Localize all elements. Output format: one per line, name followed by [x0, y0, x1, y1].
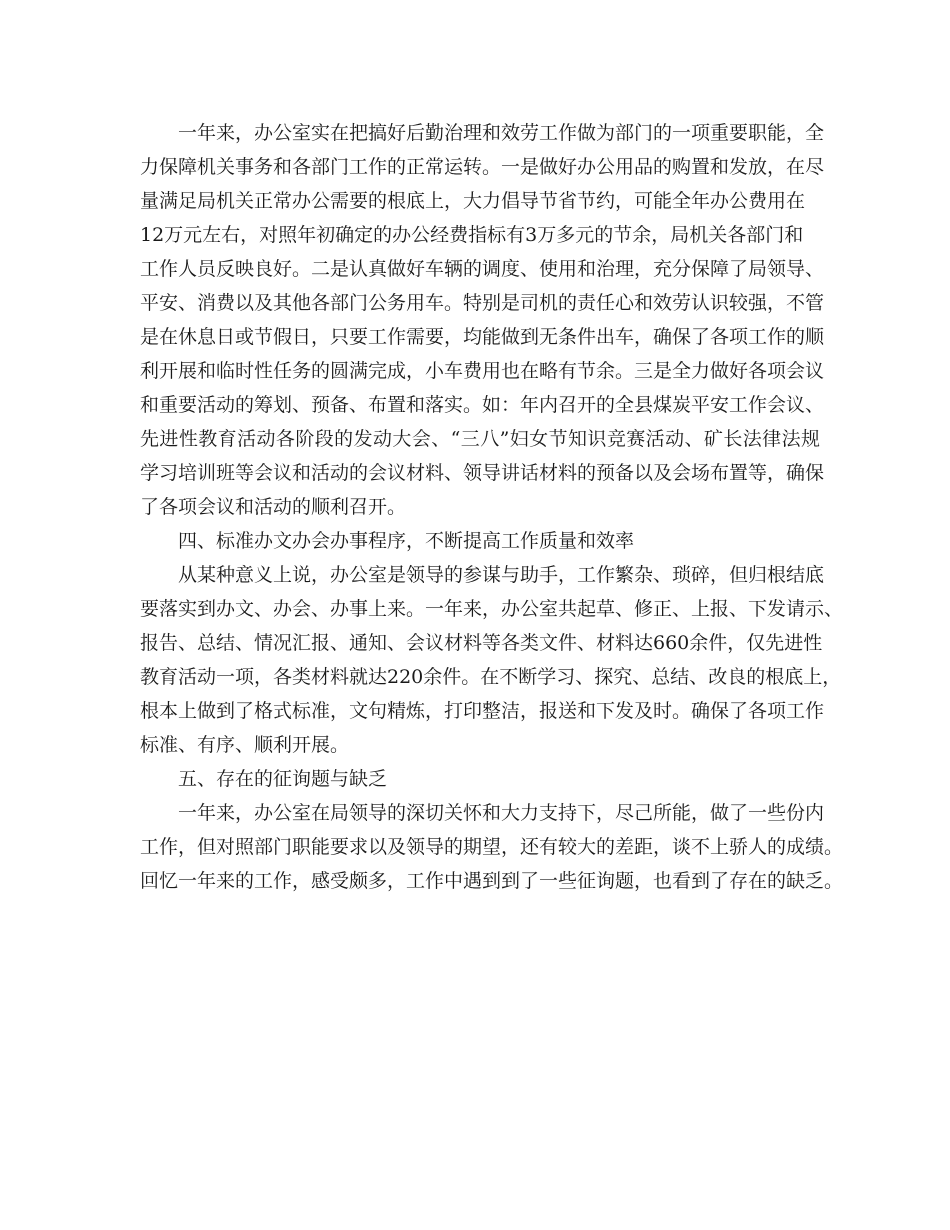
text-line: 工作人员反映良好。二是认真做好车辆的调度、使用和治理，充分保障了局领导、: [140, 258, 825, 280]
text-line: 一年来，办公室在局领导的深切关怀和大力支持下，尽己所能，做了一些份内: [178, 802, 825, 824]
text-line: 五、存在的征询题与缺乏: [178, 768, 388, 790]
text-line: 先进性教育活动各阶段的发动大会、“三八”妇女节知识竞赛活动、矿长法律法规: [140, 428, 820, 450]
text-line: 要落实到办文、办会、办事上来。一年来，办公室共起草、修正、上报、下发请示、: [140, 598, 844, 620]
text-line: 力保障机关事务和各部门工作的正常运转。一是做好办公用品的购置和发放，在尽: [140, 156, 825, 178]
text-line: 学习培训班等会议和活动的会议材料、领导讲话材料的预备以及会场布置等，确保: [140, 462, 825, 484]
text-line: 是在休息日或节假日，只要工作需要，均能做到无条件出车，确保了各项工作的顺: [140, 326, 825, 348]
text-line: 标准、有序、顺利开展。: [140, 734, 350, 756]
text-line: 从某种意义上说，办公室是领导的参谋与助手，工作繁杂、琐碎，但归根结底: [178, 564, 825, 586]
text-line: 平安、消费以及其他各部门公务用车。特别是司机的责任心和效劳认识较强，不管: [140, 292, 825, 314]
text-line: 12万元左右，对照年初确定的办公经费指标有3万多元的节余，局机关各部门和: [140, 224, 804, 246]
text-line: 量满足局机关正常办公需要的根底上，大力倡导节省节约，可能全年办公费用在: [140, 190, 806, 212]
text-line: 工作，但对照部门职能要求以及领导的期望，还有较大的差距，谈不上骄人的成绩。: [140, 836, 844, 858]
text-line: 根本上做到了格式标准，文句精炼，打印整洁，报送和下发及时。确保了各项工作: [140, 700, 825, 722]
text-line: 教育活动一项，各类材料就达220余件。在不断学习、探究、总结、改良的根底上，: [140, 666, 842, 688]
text-line: 了各项会议和活动的顺利召开。: [140, 496, 407, 518]
text-line: 利开展和临时性任务的圆满完成，小车费用也在略有节余。三是全力做好各项会议: [140, 360, 825, 382]
text-line: 回忆一年来的工作，感受颇多，工作中遇到到了一些征询题，也看到了存在的缺乏。: [140, 870, 844, 892]
text-line: 一年来，办公室实在把搞好后勤治理和效劳工作做为部门的一项重要职能，全: [178, 122, 825, 144]
text-line: 四、标准办文办会办事程序，不断提高工作质量和效率: [178, 530, 635, 552]
text-line: 和重要活动的筹划、预备、布置和落实。如：年内召开的全县煤炭平安工作会议、: [140, 394, 825, 416]
text-line: 报告、总结、情况汇报、通知、会议材料等各类文件、材料达660余件，仅先进性: [140, 632, 823, 654]
document-body: [140, 116, 844, 898]
